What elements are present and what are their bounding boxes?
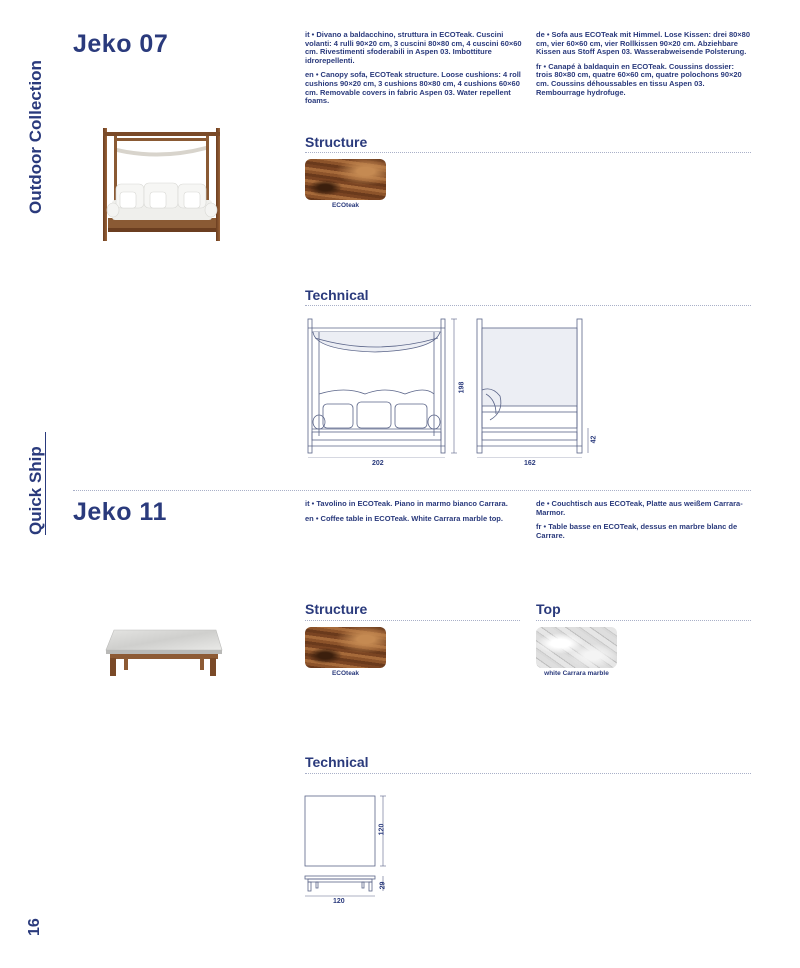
marble-swatch [536,627,617,668]
canopy-sofa-photo [100,126,224,246]
desc-it: it • Divano a baldacchino, struttura in ECOTeak. Cuscini volanti: 4 rulli 90×20 cm, 3 cuscini 80×80 cm, 4 cuscini 60×60 cm. Rivestimenti sfoderabili in Aspen 03. Imbottiture idrorepellenti. [305,30,522,65]
top-heading: Top [536,601,561,617]
structure-heading: Structure [305,601,368,617]
ecoteak-swatch-label: ECOteak [331,670,360,677]
technical-divider [305,773,751,774]
desc-en: en • Coffee table in ECOTeak. White Carrara marble top. [305,513,503,523]
quick-ship-label: Quick Ship [26,446,45,535]
dimension-table-height: 29 [379,881,387,890]
technical-divider [305,305,751,306]
dimension-top-depth: 120 [378,823,386,836]
desc-de: de • Couchtisch aus ECOTeak, Platte aus weißem Carrara-Marmor. [536,499,743,517]
structure-divider [305,620,520,621]
desc-en: en • Canopy sofa, ECOTeak structure. Loose cushions: 4 roll cushions 90×20 cm, 3 cushions 80×80 cm, 4 cushions 60×60 cm. Removable covers in fabric Aspen 03. Water repellent foams. [305,70,521,106]
ecoteak-swatch [305,159,386,200]
quick-ship-underline [45,432,46,535]
product-title: Jeko 11 [73,498,167,526]
dimension-top-width: 120 [333,898,345,905]
ecoteak-swatch [305,627,386,668]
desc-de: de • Sofa aus ECOTeak mit Himmel. Lose Kissen: drei 80×80 cm, vier 60×60 cm, vier Rollkissen 90×20 cm. Abziehbare Kissen aus Stoff Aspen 03. Wasserabweisende Polsterung. [536,30,751,57]
product-description-left [305,500,527,529]
side-view-drawing [474,316,594,458]
collection-label: Outdoor Collection [26,60,45,214]
dimension-width: 202 [372,460,384,467]
product-description-right [536,31,751,103]
coffee-table-photo [104,628,224,680]
dimension-seat-height: 42 [590,435,598,444]
product-title: Jeko 07 [73,30,169,58]
ecoteak-swatch-label: ECOteak [331,202,360,209]
technical-heading: Technical [305,754,369,770]
desc-fr: fr • Canapé à baldaquin en ECOTeak. Coussins dossier: trois 80×80 cm, quatre 60×60 cm, quatre polochons 90×20 cm. Coussins déhoussables en tissu Aspen 03. Rembourrage hydrofuge. [536,61,742,97]
top-divider [536,620,751,621]
page-number: 16 [26,918,43,936]
product-description-right [536,500,751,546]
technical-heading: Technical [305,287,369,303]
dimension-depth: 162 [524,460,536,467]
product-divider [73,490,751,491]
desc-fr: fr • Table basse en ECOTeak, dessus en marbre blanc de Carrare. [536,522,738,540]
desc-it: it • Tavolino in ECOTeak. Piano in marmo bianco Carrara. [305,499,508,508]
dimension-height: 198 [458,381,466,394]
structure-heading: Structure [305,134,368,150]
product-description-left [305,31,527,112]
marble-swatch-label: white Carrara marble [544,670,609,677]
front-view-drawing [305,316,457,458]
structure-divider [305,152,751,153]
